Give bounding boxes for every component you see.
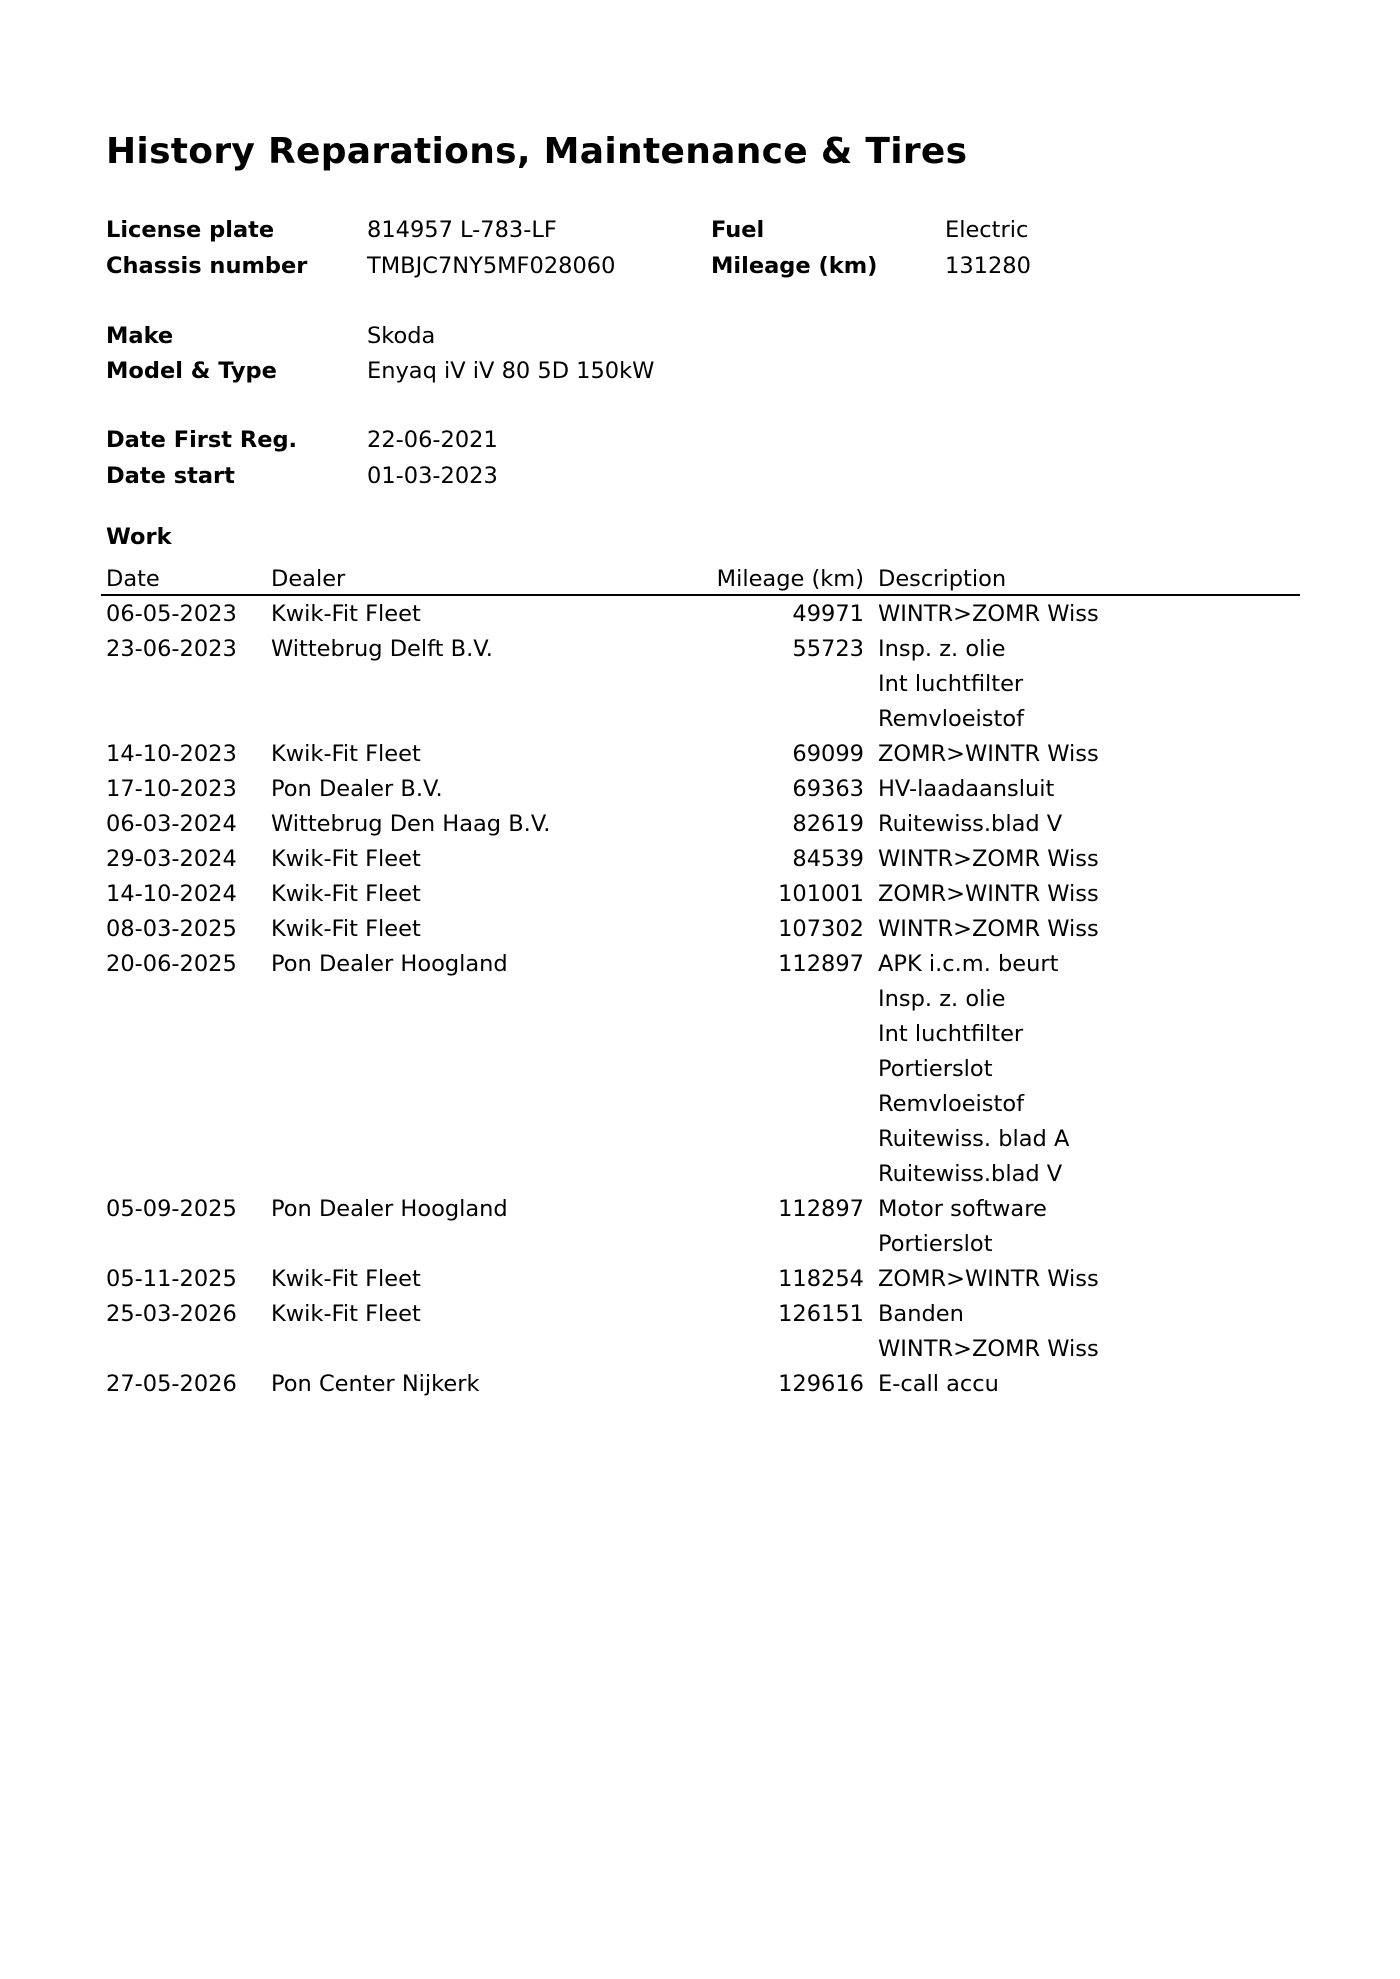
header-divider [101, 594, 1300, 596]
first-reg-label: Date First Reg. [106, 427, 298, 453]
table-row [106, 982, 1300, 1017]
model-value: Enyaq iV iV 80 5D 150kW [367, 358, 655, 384]
cell-dealer: Kwik-Fit Fleet [271, 741, 421, 767]
table-row [106, 842, 1300, 877]
cell-date: 17-10-2023 [106, 776, 237, 802]
cell-date: 05-09-2025 [106, 1196, 237, 1222]
table-row [106, 912, 1300, 947]
fuel-value: Electric [945, 217, 1029, 243]
table-row [106, 947, 1300, 982]
table-row [106, 597, 1300, 632]
cell-dealer: Kwik-Fit Fleet [271, 881, 421, 907]
cell-description: Portierslot [878, 1056, 993, 1082]
cell-description: Ruitewiss. blad A [878, 1126, 1070, 1152]
date-start-label: Date start [106, 463, 235, 489]
cell-mileage: 69099 [792, 741, 864, 767]
table-row [106, 1017, 1300, 1052]
cell-description: Banden [878, 1301, 964, 1327]
chassis-value: TMBJC7NY5MF028060 [367, 253, 616, 279]
cell-description: ZOMR>WINTR Wiss [878, 741, 1099, 767]
cell-date: 14-10-2023 [106, 741, 237, 767]
license-plate-label: License plate [106, 217, 275, 243]
cell-date: 08-03-2025 [106, 916, 237, 942]
license-plate-value: 814957 L-783-LF [367, 217, 557, 243]
cell-description: Motor software [878, 1196, 1047, 1222]
cell-date: 25-03-2026 [106, 1301, 237, 1327]
cell-mileage: 49971 [792, 601, 864, 627]
table-row [106, 877, 1300, 912]
cell-description: Insp. z. olie [878, 636, 1006, 662]
table-row [106, 807, 1300, 842]
cell-description: E-call accu [878, 1371, 999, 1397]
cell-mileage: 84539 [792, 846, 864, 872]
cell-description: Ruitewiss.blad V [878, 1161, 1063, 1187]
fuel-label: Fuel [711, 217, 765, 243]
cell-mileage: 69363 [792, 776, 864, 802]
cell-dealer: Kwik-Fit Fleet [271, 846, 421, 872]
cell-date: 23-06-2023 [106, 636, 237, 662]
chassis-label: Chassis number [106, 253, 308, 279]
cell-description: Insp. z. olie [878, 986, 1006, 1012]
cell-mileage: 112897 [778, 1196, 864, 1222]
cell-description: WINTR>ZOMR Wiss [878, 846, 1099, 872]
cell-description: Remvloeistof [878, 1091, 1025, 1117]
cell-mileage: 55723 [792, 636, 864, 662]
cell-mileage: 112897 [778, 951, 864, 977]
cell-dealer: Wittebrug Den Haag B.V. [271, 811, 551, 837]
table-row [106, 1332, 1300, 1367]
cell-dealer: Kwik-Fit Fleet [271, 1301, 421, 1327]
cell-dealer: Kwik-Fit Fleet [271, 1266, 421, 1292]
make-value: Skoda [367, 323, 436, 349]
first-reg-value: 22-06-2021 [367, 427, 498, 453]
cell-date: 06-03-2024 [106, 811, 237, 837]
cell-mileage: 82619 [792, 811, 864, 837]
cell-mileage: 101001 [778, 881, 864, 907]
table-row [106, 737, 1300, 772]
table-header [106, 562, 1300, 597]
work-heading: Work [106, 524, 172, 550]
cell-description: WINTR>ZOMR Wiss [878, 1336, 1099, 1362]
table-row [106, 1367, 1300, 1402]
cell-dealer: Kwik-Fit Fleet [271, 916, 421, 942]
table-row [106, 1192, 1300, 1227]
cell-description: WINTR>ZOMR Wiss [878, 916, 1099, 942]
column-header-date: Date [106, 566, 160, 592]
column-header-mileage: Mileage (km) [716, 566, 864, 592]
table-row [106, 1052, 1300, 1087]
date-start-value: 01-03-2023 [367, 463, 498, 489]
cell-description: HV-laadaansluit [878, 776, 1055, 802]
cell-description: Remvloeistof [878, 706, 1025, 732]
cell-dealer: Pon Dealer Hoogland [271, 951, 508, 977]
table-row [106, 1157, 1300, 1192]
cell-description: WINTR>ZOMR Wiss [878, 601, 1099, 627]
cell-mileage: 126151 [778, 1301, 864, 1327]
cell-date: 29-03-2024 [106, 846, 237, 872]
cell-mileage: 118254 [778, 1266, 864, 1292]
cell-description: Int luchtfilter [878, 671, 1024, 697]
cell-description: ZOMR>WINTR Wiss [878, 881, 1099, 907]
make-label: Make [106, 323, 174, 349]
column-header-description: Description [878, 566, 1007, 592]
cell-date: 14-10-2024 [106, 881, 237, 907]
cell-date: 20-06-2025 [106, 951, 237, 977]
cell-mileage: 129616 [778, 1371, 864, 1397]
cell-description: Portierslot [878, 1231, 993, 1257]
cell-description: APK i.c.m. beurt [878, 951, 1059, 977]
table-row [106, 667, 1300, 702]
cell-description: Ruitewiss.blad V [878, 811, 1063, 837]
cell-dealer: Pon Dealer Hoogland [271, 1196, 508, 1222]
table-row [106, 1297, 1300, 1332]
table-row [106, 1262, 1300, 1297]
cell-date: 05-11-2025 [106, 1266, 237, 1292]
cell-mileage: 107302 [778, 916, 864, 942]
table-row [106, 632, 1300, 667]
table-row [106, 1087, 1300, 1122]
cell-dealer: Wittebrug Delft B.V. [271, 636, 493, 662]
cell-dealer: Pon Dealer B.V. [271, 776, 443, 802]
column-header-dealer: Dealer [271, 566, 346, 592]
table-row [106, 1227, 1300, 1262]
cell-description: ZOMR>WINTR Wiss [878, 1266, 1099, 1292]
mileage-value: 131280 [945, 253, 1031, 279]
cell-description: Int luchtfilter [878, 1021, 1024, 1047]
cell-date: 06-05-2023 [106, 601, 237, 627]
cell-dealer: Pon Center Nijkerk [271, 1371, 480, 1397]
cell-dealer: Kwik-Fit Fleet [271, 601, 421, 627]
model-label: Model & Type [106, 358, 277, 384]
cell-date: 27-05-2026 [106, 1371, 237, 1397]
table-row [106, 702, 1300, 737]
table-row [106, 772, 1300, 807]
table-row [106, 1122, 1300, 1157]
mileage-label: Mileage (km) [711, 253, 878, 279]
page-title: History Reparations, Maintenance & Tires [106, 131, 968, 172]
